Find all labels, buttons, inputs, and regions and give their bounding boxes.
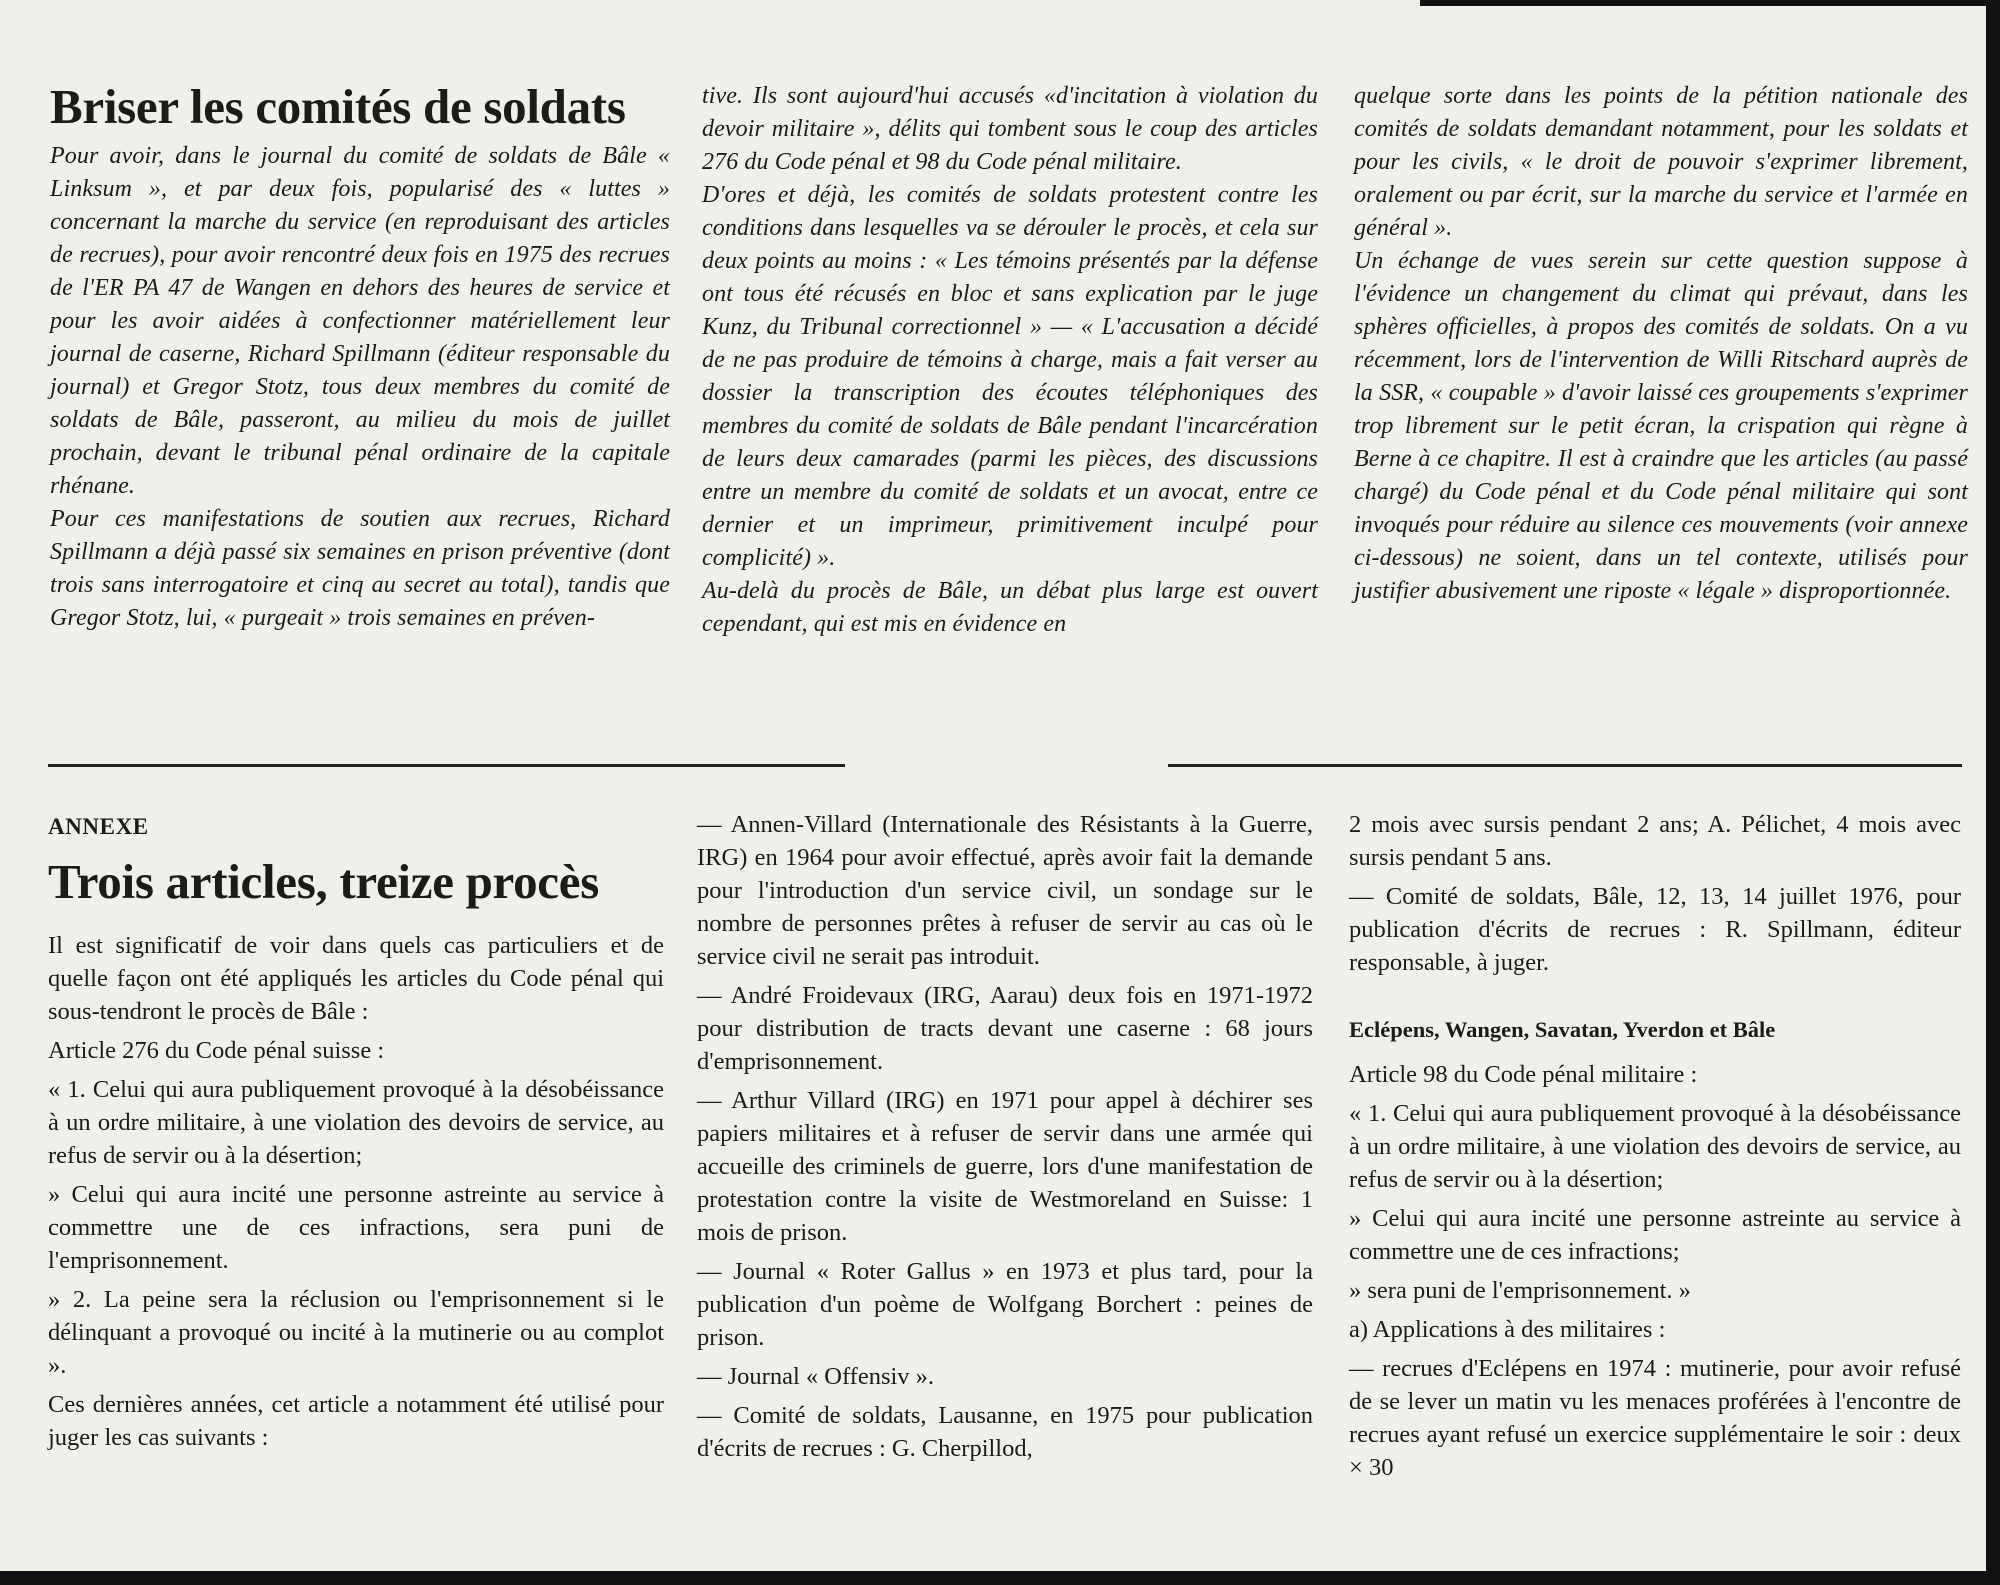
paragraph: — Journal « Roter Gallus » en 1973 et plus tard, pour la publication d'un poème de Wolfgang Borchert : peines de prison. [697, 1258, 1313, 1351]
paragraph: Un échange de vues serein sur cette question suppose à l'évidence un changement du climat qui prévaut, dans les sphères officielles, à propos des comités de soldats. On a vu récemment, lors de l'intervention de Willi Ritschard auprès de la SSR, « coupable » d'avoir laissé ces groupements s'exprimer trop librement sur le petit écran, la crispation qui règne à Berne à ce chapitre. Il est à craindre que les articles (au passé chargé) du Code pénal et du Code pénal militaire qui sont invoqués pour réduire au silence ces mouvements (voir annexe ci-dessous) ne soient, dans un tel contexte, utilisés pour justifier abusivement une riposte « légale » disproportionnée. [1354, 248, 1968, 604]
separator-rule-left [48, 764, 845, 767]
paragraph: » 2. La peine sera la réclusion ou l'emprisonnement si le délinquant a provoqué ou incité à la mutinerie ou au complot ». [48, 1286, 664, 1379]
paragraph: « 1. Celui qui aura publiquement provoqué à la désobéissance à un ordre militaire, à une violation des devoirs de service, au refus de servir ou à la désertion; [48, 1076, 664, 1169]
annexe-label: ANNEXE [48, 814, 149, 839]
paragraph: — Arthur Villard (IRG) en 1971 pour appel à déchirer ses papiers militaires et à refuser de servir dans une armée qui accueille des criminels de guerre, lors d'une manifestation de protestation contre la visite de Westmoreland en Suisse: 1 mois de prison. [697, 1087, 1313, 1246]
annexe-column-3 [1349, 808, 1961, 1490]
paragraph: tive. Ils sont aujourd'hui accusés «d'incitation à violation du devoir militaire », délits qui tombent sous le coup des articles 276 du Code pénal et 98 du Code pénal militaire. [702, 83, 1318, 175]
paragraph: » Celui qui aura incité une personne astreinte au service à commettre une de ces infractions, sera puni de l'emprisonnement. [48, 1181, 664, 1274]
paragraph: D'ores et déjà, les comités de soldats protestent contre les conditions dans lesquelles va se dérouler le procès, et cela sur deux points au moins : « Les témoins présentés par la défense ont tous été récusés en bloc et sans explication par le juge Kunz, du Tribunal correctionnel » — « L'accusation a décidé de ne pas produire de témoins à charge, mais a fait verser au dossier la transcription des écoutes téléphoniques des membres du comité de soldats de Bâle pendant l'incarcération de leurs deux camarades (parmi les pièces, des discussions entre un membre du comité de soldats et un avocat, entre ce dernier et un imprimeur, primitivement inculpé pour complicité) ». [702, 182, 1318, 571]
paragraph: Pour ces manifestations de soutien aux recrues, Richard Spillmann a déjà passé six semaines en prison préventive (dont trois sans interrogatoire et cinq au secret au total), tandis que Gregor Stotz, lui, « purgeait » trois semaines en préven- [50, 506, 670, 631]
paragraph: Il est significatif de voir dans quels cas particuliers et de quelle façon ont été appliqués les articles du Code pénal qui sous-tendront le procès de Bâle : [48, 932, 664, 1025]
scan-edge-bottom [0, 1571, 2000, 1585]
paragraph: quelque sorte dans les points de la pétition nationale des comités de soldats demandant notamment, pour les soldats et pour les civils, « le droit de pouvoir s'exprimer librement, oralement ou par écrit, sur la marche du service et l'armée en général ». [1354, 83, 1968, 241]
annexe-title: Trois articles, treize procès [48, 854, 599, 909]
annexe-column-2 [697, 808, 1313, 1471]
paragraph: — recrues d'Eclépens en 1974 : mutinerie, pour avoir refusé de se lever un matin vu les menaces proférées à l'encontre de recrues ayant refusé un exercice supplémentaire le soir : deux × 30 [1349, 1355, 1961, 1481]
scan-edge-top [1420, 0, 2000, 6]
annexe-column-1 [48, 810, 664, 1460]
paragraph: Au-delà du procès de Bâle, un débat plus large est ouvert cependant, qui est mis en évidence en [702, 578, 1318, 637]
article-main-column-2 [702, 80, 1318, 641]
paragraph: — André Froidevaux (IRG, Aarau) deux fois en 1971-1972 pour distribution de tracts devant une caserne : 68 jours d'emprisonnement. [697, 982, 1313, 1075]
paragraph: Article 98 du Code pénal militaire : [1349, 1061, 1698, 1088]
article-title: Briser les comités de soldats [50, 79, 626, 134]
paragraph: — Comité de soldats, Bâle, 12, 13, 14 juillet 1976, pour publication d'écrits de recrues : R. Spillmann, éditeur responsable, à juger. [1349, 883, 1961, 976]
paragraph: Pour avoir, dans le journal du comité de soldats de Bâle « Linksum », et par deux fois, popularisé des « luttes » concernant la marche du service (en reproduisant des articles de recrues), pour avoir rencontré deux fois en 1975 des recrues de l'ER PA 47 de Wangen en dehors des heures de service et pour les avoir aidées à confectionner matériellement leur journal de caserne, Richard Spillmann (éditeur responsable du journal) et Gregor Stotz, tous deux membres du comité de soldats de Bâle, passeront, au milieu du mois de juillet prochain, devant le tribunal pénal ordinaire de la capitale rhénane. [50, 143, 670, 499]
article-main-column-3 [1354, 80, 1968, 608]
paragraph: a) Applications à des militaires : [1349, 1316, 1666, 1343]
paragraph: Article 276 du Code pénal suisse : [48, 1037, 385, 1064]
paragraph: — Annen-Villard (Internationale des Résistants à la Guerre, IRG) en 1964 pour avoir effectué, après avoir fait la demande pour l'introduction d'un service civil, un sondage sur le nombre de personnes prêtes à refuser de servir au cas où le service civil ne serait pas introduit. [697, 811, 1313, 970]
paragraph: 2 mois avec sursis pendant 2 ans; A. Pélichet, 4 mois avec sursis pendant 5 ans. [1349, 811, 1961, 871]
separator-rule-right [1168, 764, 1962, 767]
paragraph: Ces dernières années, cet article a notamment été utilisé pour juger les cas suivants : [48, 1391, 664, 1451]
paragraph: — Journal « Offensiv ». [697, 1363, 935, 1390]
paragraph: » Celui qui aura incité une personne astreinte au service à commettre une de ces infractions; [1349, 1205, 1961, 1265]
paragraph: — Comité de soldats, Lausanne, en 1975 pour publication d'écrits de recrues : G. Cherpillod, [697, 1402, 1313, 1462]
annexe-subheading: Eclépens, Wangen, Savatan, Yverdon et Bâle [1349, 1017, 1776, 1042]
paragraph: « 1. Celui qui aura publiquement provoqué à la désobéissance à un ordre militaire, à une violation des devoirs de service, au refus de servir ou à la désertion; [1349, 1100, 1961, 1193]
article-main-column-1 [50, 76, 670, 635]
scan-edge-right [1986, 0, 2000, 1585]
paragraph: » sera puni de l'emprisonnement. » [1349, 1277, 1691, 1304]
